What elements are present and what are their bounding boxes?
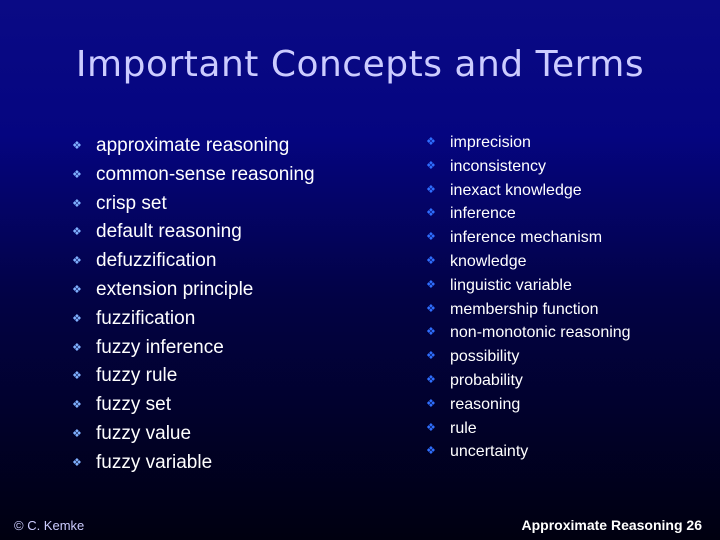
- four-diamond-bullet-icon: ❖: [426, 326, 436, 339]
- list-item: [426, 417, 631, 441]
- four-diamond-bullet-icon: ❖: [72, 341, 82, 354]
- list-item: [426, 345, 631, 369]
- term-label: defuzzification: [96, 250, 217, 272]
- term-label: extension principle: [96, 278, 254, 300]
- four-diamond-bullet-icon: ❖: [72, 456, 82, 469]
- term-label: fuzzification: [96, 307, 196, 329]
- term-label: inexact knowledge: [450, 181, 582, 199]
- list-item: [72, 276, 315, 305]
- slide-footer-page: Approximate Reasoning 26: [521, 517, 702, 533]
- four-diamond-bullet-icon: ❖: [426, 159, 436, 172]
- four-diamond-bullet-icon: ❖: [426, 445, 436, 458]
- term-label: rule: [450, 419, 477, 437]
- list-item: [426, 393, 631, 417]
- list-item: [72, 420, 315, 449]
- list-item: [426, 298, 631, 322]
- four-diamond-bullet-icon: ❖: [72, 399, 82, 412]
- term-label: inconsistency: [450, 157, 547, 175]
- four-diamond-bullet-icon: ❖: [426, 421, 436, 434]
- four-diamond-bullet-icon: ❖: [426, 397, 436, 410]
- four-diamond-bullet-icon: ❖: [72, 140, 82, 152]
- four-diamond-bullet-icon: ❖: [72, 255, 82, 268]
- four-diamond-bullet-icon: ❖: [426, 207, 436, 220]
- list-item: [426, 274, 631, 298]
- list-item: [426, 250, 631, 274]
- term-label: knowledge: [450, 252, 527, 270]
- term-label: default reasoning: [96, 221, 242, 243]
- four-diamond-bullet-icon: ❖: [72, 312, 82, 325]
- term-label: approximate reasoning: [96, 135, 290, 156]
- four-diamond-bullet-icon: ❖: [426, 254, 436, 267]
- term-label: linguistic variable: [450, 276, 572, 294]
- list-item: [72, 161, 315, 190]
- four-diamond-bullet-icon: ❖: [72, 168, 82, 181]
- four-diamond-bullet-icon: ❖: [426, 350, 436, 363]
- author-credit: © C. Kemke: [14, 518, 85, 533]
- list-item: [72, 334, 315, 363]
- term-label: fuzzy inference: [96, 336, 224, 358]
- term-label: membership function: [450, 300, 599, 318]
- four-diamond-bullet-icon: ❖: [426, 231, 436, 244]
- term-label: fuzzy set: [96, 394, 171, 416]
- term-label: inference mechanism: [450, 229, 603, 247]
- term-label: uncertainty: [450, 443, 529, 461]
- left-term-list: [72, 132, 315, 478]
- four-diamond-bullet-icon: ❖: [72, 197, 82, 210]
- right-term-list: [426, 131, 631, 464]
- four-diamond-bullet-icon: ❖: [72, 226, 82, 239]
- term-label: common-sense reasoning: [96, 163, 315, 185]
- list-item: [426, 202, 631, 226]
- list-item: [72, 391, 315, 420]
- list-item: [72, 305, 315, 334]
- list-item: [72, 190, 315, 219]
- four-diamond-bullet-icon: ❖: [426, 136, 436, 148]
- term-label: non-monotonic reasoning: [450, 324, 631, 342]
- four-diamond-bullet-icon: ❖: [426, 183, 436, 196]
- term-label: imprecision: [450, 134, 531, 151]
- four-diamond-bullet-icon: ❖: [72, 283, 82, 296]
- term-label: probability: [450, 371, 523, 389]
- list-item: [426, 179, 631, 203]
- list-item: [72, 362, 315, 391]
- term-label: fuzzy variable: [96, 451, 213, 473]
- four-diamond-bullet-icon: ❖: [426, 278, 436, 291]
- list-item: [72, 132, 315, 161]
- four-diamond-bullet-icon: ❖: [426, 302, 436, 315]
- list-item: [426, 131, 631, 155]
- term-label: crisp set: [96, 192, 167, 214]
- list-item: [426, 321, 631, 345]
- term-label: reasoning: [450, 395, 521, 413]
- list-item: [72, 449, 315, 478]
- term-label: inference: [450, 205, 516, 223]
- four-diamond-bullet-icon: ❖: [72, 427, 82, 440]
- four-diamond-bullet-icon: ❖: [426, 373, 436, 386]
- term-label: possibility: [450, 348, 520, 366]
- list-item: [426, 226, 631, 250]
- list-item: [72, 218, 315, 247]
- four-diamond-bullet-icon: ❖: [72, 370, 82, 383]
- list-item: [426, 155, 631, 179]
- term-label: fuzzy rule: [96, 365, 178, 387]
- slide-title: Important Concepts and Terms: [75, 44, 645, 85]
- term-label: fuzzy value: [96, 422, 192, 444]
- list-item: [426, 369, 631, 393]
- list-item: [426, 440, 631, 464]
- list-item: [72, 247, 315, 276]
